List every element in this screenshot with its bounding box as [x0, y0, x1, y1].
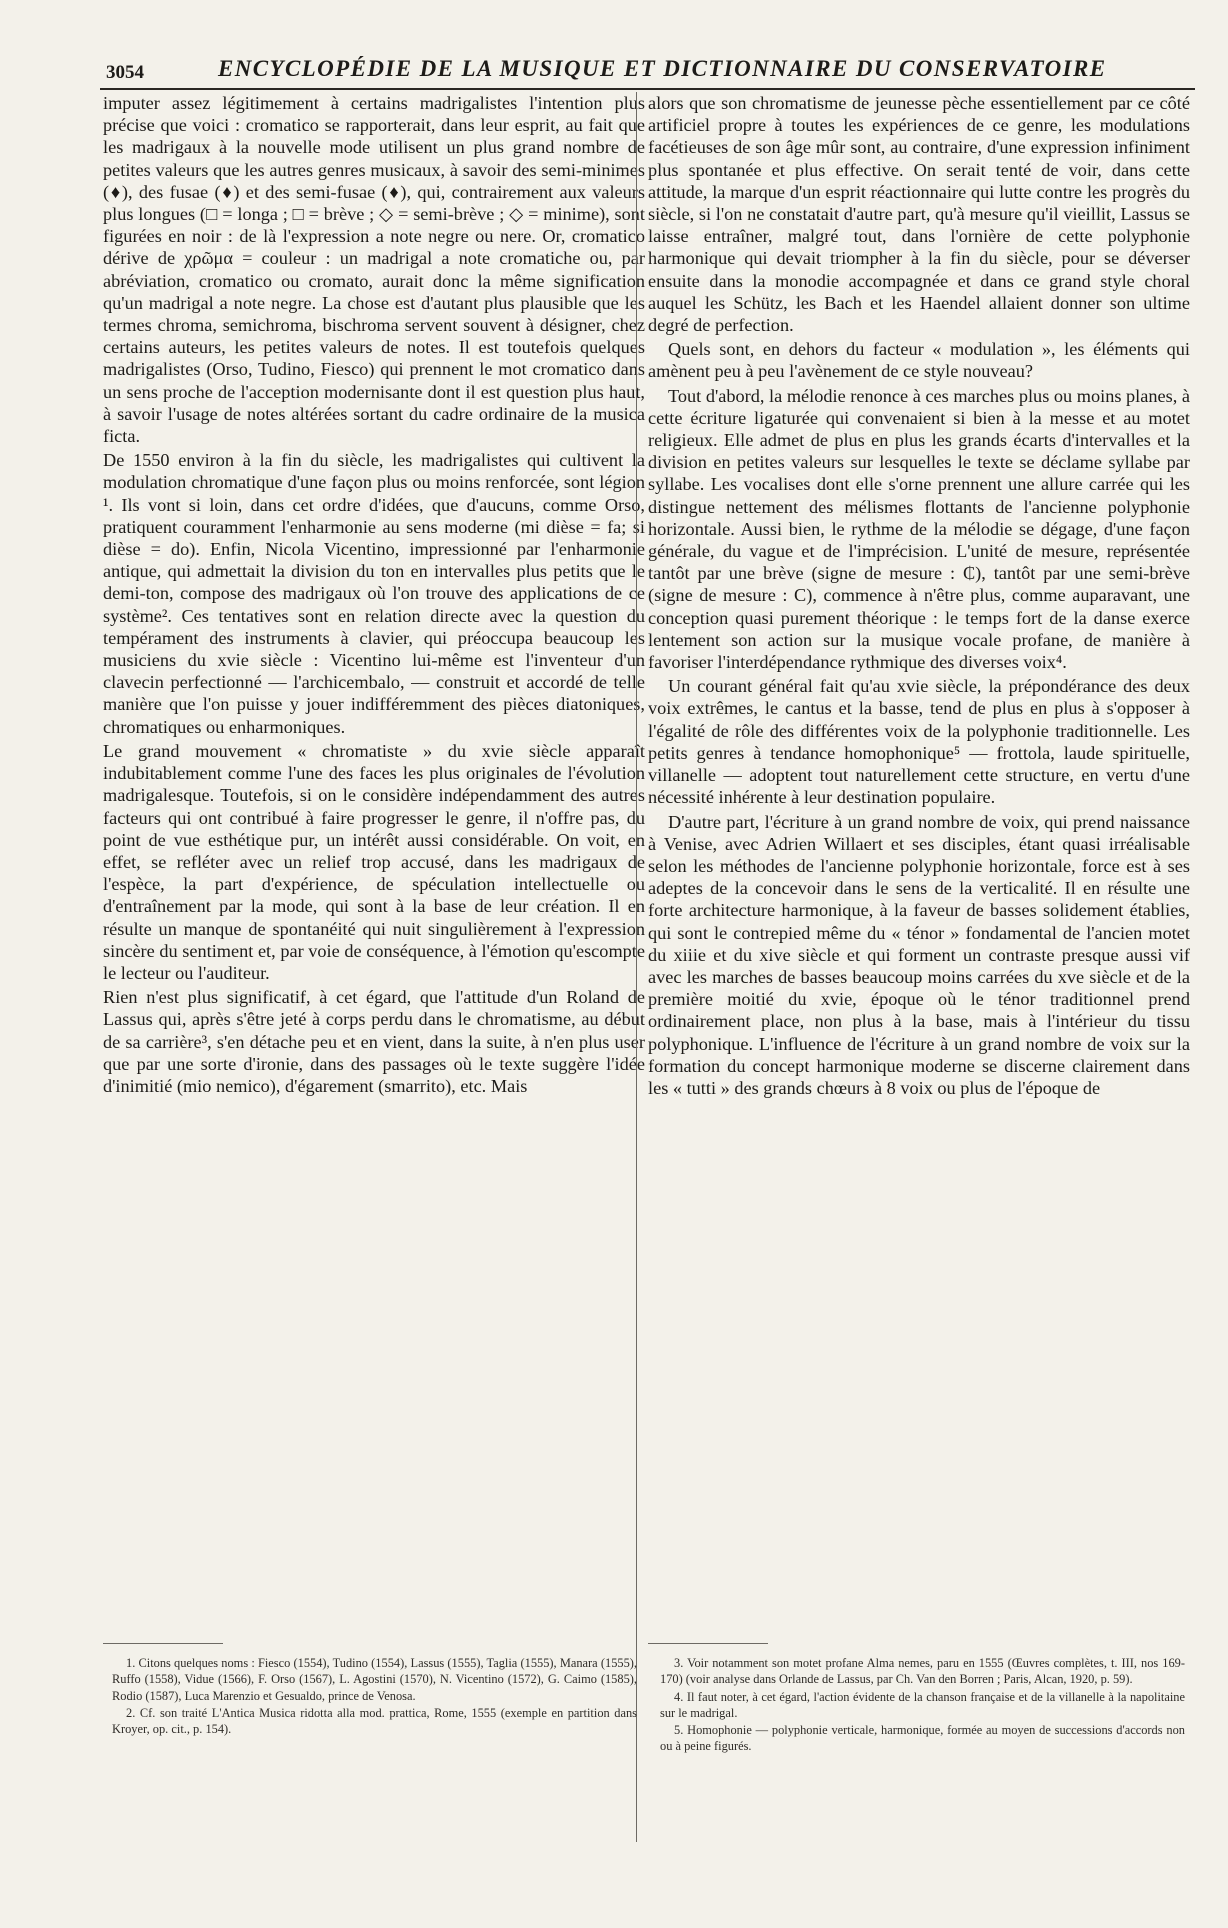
paragraph: De 1550 environ à la fin du siècle, les madrigalistes qui cultivent la modulation chromatique d'une façon plus ou moins renforcée, sont légion ¹. Ils vont si loin, dans cet ordre d'idées, que d'aucuns, comme Orso, pratiquent couramment l'enharmonie au sens moderne (mi dièse = fa; si dièse = do). Enfin, Nicola Vicentino, impressionné par l'enharmonie antique, qui admettait la division du ton en intervalles plus petits que le demi-ton, compose des madrigaux où l'on trouve des applications de ce système². Ces tentatives sont en relation directe avec la question du tempérament des instruments à clavier, qui préoccupa beaucoup les musiciens du xvie siècle : Vicentino lui-même est l'inventeur d'un clavecin perfectionné — l'archicembalo, — construit et accordé de telle manière que l'on puisse y jouer indifféremment des pièces diatoniques, chromatiques ou enharmoniques.	[103, 450, 645, 737]
page-header	[100, 50, 1200, 86]
footnote: 2. Cf. son traité L'Antica Musica ridotta alla mod. prattica, Rome, 1555 (exemple en partition dans Kroyer, op. cit., p. 154).	[112, 1705, 637, 1737]
paragraph: Quels sont, en dehors du facteur « modulation », les éléments qui amènent peu à peu l'avènement de ce style nouveau?	[648, 339, 1190, 382]
footnote: 5. Homophonie — polyphonie verticale, harmonique, formée au moyen de successions d'accords non ou à peine figurés.	[660, 1723, 1185, 1754]
footnotes-left	[112, 1655, 637, 1738]
paragraph: Un courant général fait qu'au xvie siècle, la prépondérance des deux voix extrêmes, le cantus et la basse, tend de plus en plus à s'opposer à l'égalité de rôle des différentes voix de la polyphonie traditionnelle. Les petits genres à tendance homophonique⁵ — frottola, laude spirituelle, villanelle — adoptent tout naturellement cette structure, en vertu d'une nécessité inhérente à leur destination populaire.	[648, 676, 1190, 808]
paragraph: Tout d'abord, la mélodie renonce à ces marches plus ou moins planes, à cette écriture ligaturée qui convenaient si bien à la messe et au motet religieux. Elle admet de plus en plus les grands écarts d'intervalles et la division en petites valeurs sur lesquelles le texte se déclame syllabe par syllabe. Les vocalises dont elle s'orne prennent une allure carrée qui les distingue nettement des mélismes flottants de l'ancienne polyphonie horizontale. Aussi bien, le rythme de la mélodie se dégage, d'une façon générale, du vague et de l'imprécision. L'unité de mesure, représentée tantôt par une brève (signe de mesure : ₵), tantôt par une semi-brève (signe de mesure : C), commence à n'être plus, comme auparavant, une conception quasi purement théorique : le temps fort de la danse exerce lentement son action sur la musique vocale profane, de manière à favoriser l'interdépendance rythmique des diverses voix⁴.	[648, 385, 1190, 673]
footnotes-right	[660, 1655, 1185, 1756]
paragraph: Le grand mouvement « chromatiste » du xvie siècle apparaît indubitablement comme l'une des faces les plus originales de l'évolution madrigalesque. Toutefois, si on le considère indépendamment des autres facteurs qui ont contribué à faire progresser le genre, il n'offre pas, du point de vue esthétique pur, un intérêt aussi considérable. On voit, en effet, se refléter avec un relief trop accusé, dans les madrigaux de l'espèce, la part d'expérience, de spéculation intellectuelle ou d'entraînement par la mode, qui sont à la base de leur création. Il en résulte un manque de spontanéité qui nuit singulièrement à l'expression sincère du sentiment et, par voie de conséquence, à l'émotion qu'escompte le lecteur ou l'auditeur.	[103, 740, 645, 983]
footnote: 3. Voir notamment son motet profane Alma nemes, paru en 1555 (Œuvres complètes, t. III, nos 169-170) (voir analyse dans Orlande de Lassus, par Ch. Van den Borren ; Paris, Alcan, 1920, p. 59).	[660, 1656, 1185, 1687]
left-column	[103, 92, 645, 1099]
column-divider	[636, 92, 637, 1842]
footnote-rule	[103, 1643, 223, 1644]
paragraph: Rien n'est plus significatif, à cet égard, que l'attitude d'un Roland de Lassus qui, après s'être jeté à corps perdu dans le chromatisme, au début de sa carrière³, s'en détache peu et en vient, dans la suite, à n'en plus user que par une sorte d'ironie, dans des passages où le texte suggère l'idée d'inimitié (mio nemico), d'égarement (smarrito), etc. Mais	[103, 987, 645, 1096]
header-rule	[100, 88, 1195, 90]
right-column	[648, 92, 1190, 1101]
paragraph: imputer assez légitimement à certains madrigalistes l'intention plus précise que voici : cromatico se rapporterait, dans leur esprit, au fait que les madrigaux à la nouvelle mode utilisent un plus grand nombre de petites valeurs que les autres genres musicaux, à savoir des semi-minimes (♦), des fusae (♦) et des semi-fusae (♦), qui, contrairement aux valeurs plus longues (□ = longa ; □ = brève ; ◇ = semi-brève ; ◇ = minime), sont figurées en noir : de là l'expression a note negre ou nere. Or, cromatico dérive de χρῶμα = couleur : un madrigal a note cromatiche ou, par abréviation, cromatico ou cromato, aurait donc la même signification qu'un madrigal a note negre. La chose est d'autant plus plausible que les termes chroma, semichroma, bischroma servent souvent à désigner, chez certains auteurs, les petites valeurs de notes. Il est toutefois quelques madrigalistes (Orso, Tudino, Fiesco) qui prennent le mot cromatico dans un sens proche de l'acception modernisante dont il est question plus haut, à savoir l'usage de notes altérées sortant du cadre ordinaire de la musica ficta.	[103, 93, 645, 447]
footnote: 4. Il faut noter, à cet égard, l'action évidente de la chanson française et de la villanelle à la napolitaine sur le madrigal.	[660, 1689, 1185, 1720]
footnote: 1. Citons quelques noms : Fiesco (1554), Tudino (1554), Lassus (1555), Taglia (1555), Manara (1555), Ruffo (1558), Vidue (1566), F. Orso (1567), L. Agostini (1570), N. Vicentino (1572), G. Caimo (1585), Rodio (1587), Luca Marenzio et Gesualdo, prince de Venosa.	[112, 1656, 637, 1703]
paragraph: alors que son chromatisme de jeunesse pèche essentiellement par ce côté artificiel propre à toutes les expériences de ce genre, les modulations facétieuses de son âge mûr sont, au contraire, d'une expression infiniment plus spontanée et plus effective. On serait tenté de voir, dans cette attitude, la marque d'un esprit réactionnaire qui lutte contre les progrès du siècle, si l'on ne constatait d'autre part, qu'à mesure qu'il vieillit, Lassus se laisse entraîner, malgré tout, dans l'ornière de cette polyphonie harmonique qui devait triompher à la fin du siècle, pour se déverser ensuite dans la monodie accompagnée et dans ce grand style choral auquel les Schütz, les Bach et les Haendel allaient donner son ultime degré de perfection.	[648, 93, 1190, 336]
running-title: ENCYCLOPÉDIE DE LA MUSIQUE ET DICTIONNAIRE DU CONSERVATOIRE	[218, 56, 1107, 81]
footnote-rule	[648, 1643, 768, 1644]
paragraph: D'autre part, l'écriture à un grand nombre de voix, qui prend naissance à Venise, avec Adrien Willaert et ses disciples, étant quasi irréalisable selon les méthodes de l'ancienne polyphonie horizontale, force est à ses adeptes de la concevoir dans le sens de la verticalité. Il en résulte une forte architecture harmonique, à la faveur de basses solidement établies, qui sont le contrepied même du « ténor » fondamental de l'ancien motet du xiiie et du xive siècle et qui forment un contraste presque aussi vif avec les marches de basses beaucoup moins carrées du xve siècle et de la première moitié du xvie, époque où le ténor traditionnel prend ordinairement place, non plus à la base, mais à l'intérieur du tissu polyphonique. L'influence de l'écriture à un grand nombre de voix sur la formation du concept harmonique moderne se discerne clairement dans les « tutti » des grands chœurs à 8 voix ou plus de l'époque de	[648, 811, 1190, 1098]
page-number: 3054	[106, 62, 144, 83]
